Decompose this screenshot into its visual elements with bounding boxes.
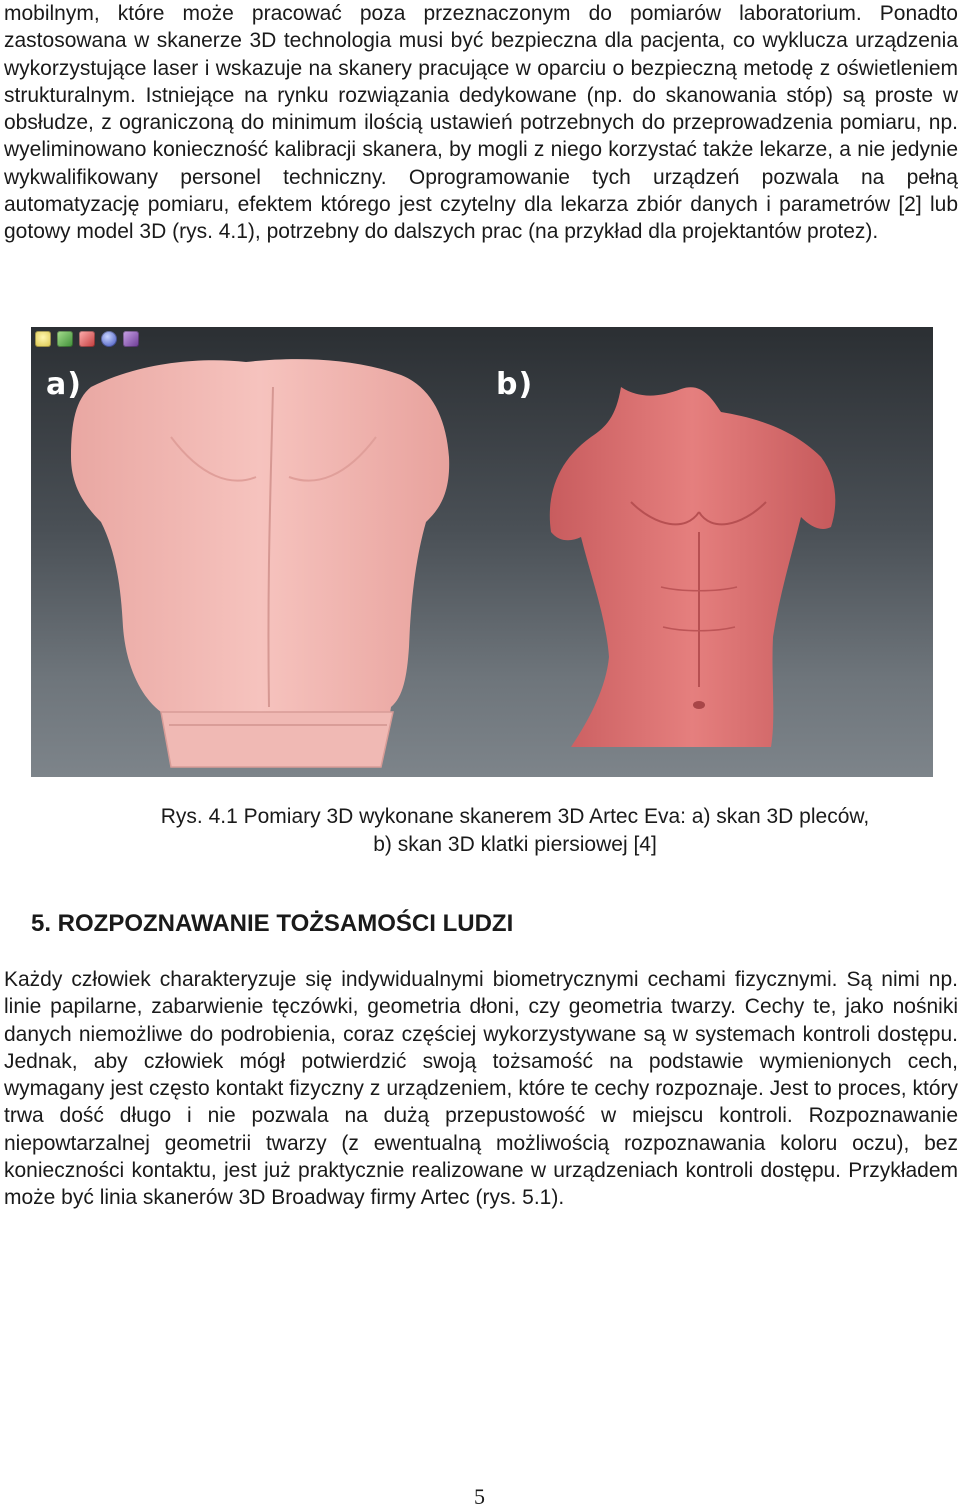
body-paragraph-2: Każdy człowiek charakteryzuje się indywidualnymi biometrycznymi cechami fizycznymi. Są nimi np. linie papilarne, zabarwienie tęczówki, geometria dłoni, czy geometria twarzy. Cechy te, jako nośniki danych niemożliwe do podrobienia, coraz częściej wykorzystywane są w systemach kontroli dostępu. Jednak, aby człowiek mógł potwierdzić swoją tożsamość na podstawie wymienionych cech, wymagany jest często kontakt fizyczny z urządzeniem, które te cechy rozpoznaje. Jest to proces, który trwa dość długo i nie pozwala na dużą przepustowość w miejscu kontroli. Rozpoznawanie niepowtarzalnej geometrii twarzy (z ewentualną możliwością rozpoznawania koloru oczu), bez konieczności kontaktu, jest już praktycznie realizowane w urządzeniach kontroli dostępu. Przykładem może być linia skanerów 3D Broadway firmy Artec (rys. 5.1). bbox=[4, 968, 958, 1210]
section-heading: 5. ROZPOZNAWANIE TOŻSAMOŚCI LUDZI bbox=[31, 910, 514, 937]
caption-line-1: Rys. 4.1 Pomiary 3D wykonane skanerem 3D Artec Eva: a) skan 3D pleców, bbox=[160, 805, 870, 828]
scan-renderings bbox=[31, 327, 933, 777]
panel-label-a: a) bbox=[46, 367, 82, 402]
panel-label-b: b) bbox=[496, 367, 534, 402]
page-number: 5 bbox=[474, 1484, 485, 1509]
body-paragraph-1: mobilnym, które może pracować poza przeznaczonym do pomiarów laboratorium. Ponadto zastosowana w skanerze 3D technologia musi być bezpieczna dla pacjenta, co wyklucza urządzenia wykorzystujące laser i wskazuje na skanery pracujące w oparciu o bezpieczną metodę z oświetleniem strukturalnym. Istniejące na rynku rozwiązania dedykowane (np. do skanowania stóp) są proste w obsłudze, z ograniczoną do minimum ilością ustawień potrzebnych do przeprowadzenia pomiaru, np. wyeliminowano konieczność kalibracji skanera, by mogli z niego korzystać także lekarze, a nie jedynie wykwalifikowany personel techniczny. Oprogramowanie tych urządzeń pozwala na pełną automatyzację pomiaru, efektem którego jest czytelny dla lekarza zbiór danych i parametrów [2] lub gotowy model 3D (rys. 4.1), potrzebny do dalszych prac (na przykład dla projektantów protez). bbox=[4, 2, 958, 244]
chest-scan-model bbox=[550, 387, 836, 747]
caption-line-2: b) skan 3D klatki piersiowej [4] bbox=[373, 832, 657, 856]
back-scan-model bbox=[71, 359, 449, 767]
figure-caption bbox=[0, 803, 960, 858]
figure-3d-scans bbox=[31, 327, 933, 777]
